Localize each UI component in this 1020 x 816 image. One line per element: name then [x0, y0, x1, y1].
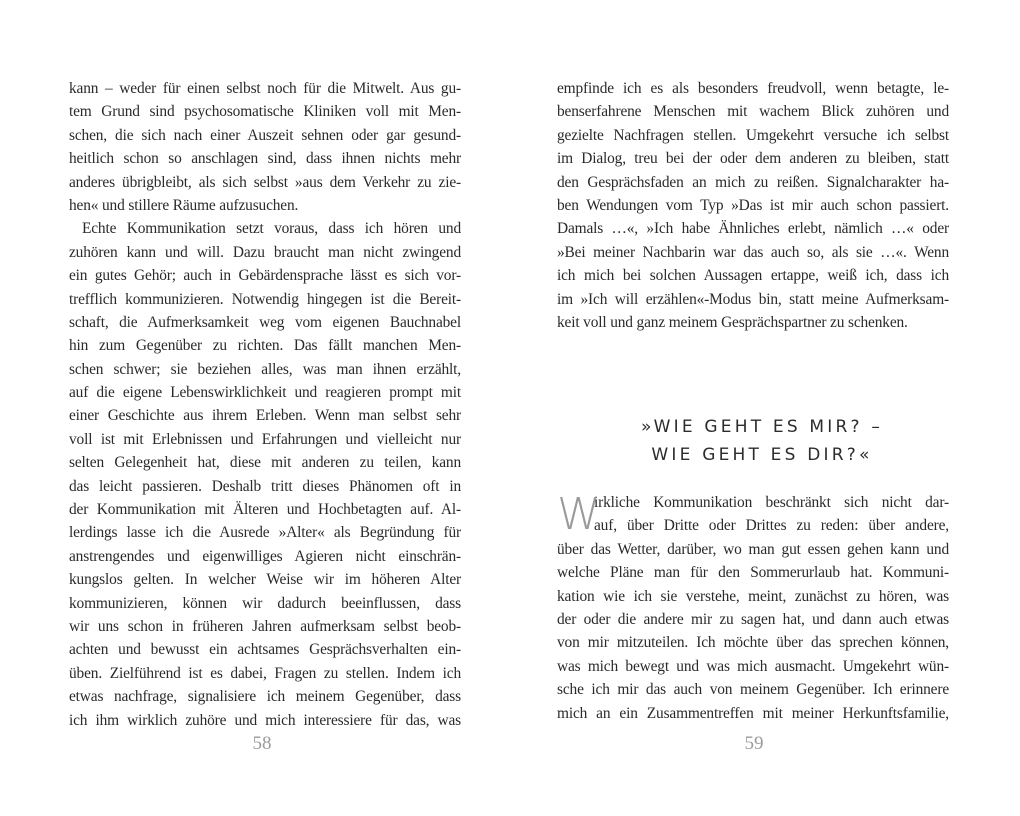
text-line: ein gutes Gehör; auch in Gebärdensprache lässt es sich vor-	[69, 267, 461, 285]
page-number: 58	[252, 733, 272, 754]
drop-cap: W	[557, 489, 599, 540]
text-line: kation wie ich sie verstehe, meint, zunächst zu hören, was	[557, 587, 949, 605]
text-line: voll ist mit Erlebnissen und Erfahrungen und vielleicht nur	[69, 430, 461, 448]
text-line: das leicht passieren. Deshalb tritt dieses Phänomen oft in	[69, 477, 461, 495]
text-line: üben. Zielführend ist es dabei, Fragen zu stellen. Indem ich	[69, 664, 461, 682]
text-line: gezielte Nachfragen stellen. Umgekehrt versuche ich selbst	[557, 126, 949, 144]
text-line: von mir mitzuteilen. Ich möchte über das sprechen können,	[557, 634, 949, 652]
text-line: anstrengendes und eigenwilliges Agieren nicht einschrän-	[69, 547, 461, 565]
text-line: hen« und stillere Räume aufzusuchen.	[69, 196, 299, 214]
text-line: anderes übrigbleibt, als sich selbst »aus dem Verkehr zu zie-	[69, 173, 461, 191]
section-body	[557, 491, 949, 725]
text-line: zuhören kann und will. Dazu braucht man nicht zwingend	[69, 243, 461, 261]
section-heading-line: »WIE GEHT ES MIR? –	[640, 417, 884, 438]
text-line: benserfahrene Menschen mit wachem Blick zuhören und	[557, 103, 949, 121]
section-heading-line: WIE GEHT ES DIR?«	[651, 445, 873, 466]
right-page-continuation-text	[557, 77, 949, 334]
text-line: tem Grund sind psychosomatische Kliniken voll mit Men-	[69, 103, 461, 121]
text-line: mich an ein Zusammentreffen mit meiner Herkunftsfamilie,	[557, 704, 949, 722]
text-line: heitlich schon so anschlagen sind, dass ihnen nichts mehr	[69, 150, 461, 168]
text-line: über das Wetter, darüber, wo man gut essen gehen kann und	[557, 540, 949, 558]
text-line: der Kommunikation mit Älteren und Hochbetagten auf. Al-	[69, 501, 461, 519]
text-line: welche Pläne man für den Sommerurlaub hat. Kommuni-	[557, 564, 949, 582]
text-line: wir uns schon in früheren Jahren aufmerksam selbst beob-	[69, 617, 461, 635]
right-page	[510, 0, 1020, 816]
text-line: was mich bewegt und was mich ausmacht. Umgekehrt wün-	[557, 657, 949, 675]
text-line: schaft, die Aufmerksamkeit weg vom eigenen Bauchnabel	[69, 313, 461, 331]
text-line: ich ihm wirklich zuhöre und mich interessiere für das, was	[69, 711, 461, 729]
text-line: etwas nachfrage, signalisiere ich meinem Gegenüber, dass	[69, 688, 461, 706]
text-line: schen schwer; sie beziehen alles, was man ihnen erzählt,	[69, 360, 461, 378]
text-line: kommunizieren, können wir dadurch beeinflussen, dass	[69, 594, 461, 612]
text-line: kann – weder für einen selbst noch für die Mitwelt. Aus gu-	[69, 80, 461, 97]
text-line: sche ich mir das auch von meinem Gegenüber. Ich erinnere	[557, 681, 949, 699]
text-line: lerdings lasse ich die Ausrede »Alter« als Begründung für	[69, 524, 461, 542]
text-line: schen, die sich nach einer Auszeit sehnen oder gar gesund-	[69, 126, 461, 144]
text-line: keit voll und ganz meinem Gesprächspartner zu schenken.	[557, 313, 908, 331]
text-line: Echte Kommunikation setzt voraus, dass ich hören und	[82, 220, 461, 238]
text-line: selten Gelegenheit hat, diese mit anderen zu teilen, kann	[69, 454, 461, 472]
text-line: ich mich bei solchen Aussagen ertappe, weiß ich, dass ich	[557, 267, 949, 285]
text-line: im »Ich will erzählen«-Modus bin, statt meine Aufmerksam-	[557, 290, 949, 308]
section-heading	[557, 413, 967, 469]
text-line: einer Geschichte aus ihrem Erleben. Wenn man selbst sehr	[69, 407, 461, 425]
text-line: trefflich kommunizieren. Notwendig hingegen ist die Bereit-	[69, 290, 461, 308]
text-line: hin zum Gegenüber zu richten. Das fällt manchen Men-	[69, 337, 461, 355]
text-line: der oder die andere mir zu sagen hat, und dann auch etwas	[557, 610, 949, 628]
text-line: im Dialog, treu bei der oder dem anderen zu bleiben, statt	[557, 150, 949, 168]
text-line: den Gesprächsfaden an mich zu reißen. Signalcharakter ha-	[557, 173, 949, 191]
text-line: auf, über Dritte oder Drittes zu reden: über andere,	[594, 517, 949, 535]
text-line: achten und bewusst ein achtsames Gesprächsverhalten ein-	[69, 641, 461, 659]
text-line: empfinde ich es als besonders freudvoll, wenn betagte, le-	[557, 80, 949, 97]
text-line: »Bei meiner Nachbarin war das auch so, als sie …«. Wenn	[557, 243, 949, 261]
page-number: 59	[744, 733, 764, 754]
text-line: Damals …«, »Ich habe Ähnliches erlebt, nämlich …« oder	[557, 220, 949, 238]
left-page-text	[69, 77, 461, 732]
text-line: irkliche Kommunikation beschränkt sich nicht dar-	[594, 494, 949, 511]
text-line: kungslos gelten. In welcher Weise wir im höheren Alter	[69, 571, 461, 589]
text-line: ben Wendungen vom Typ »Das ist mir auch schon passiert.	[557, 196, 949, 214]
text-line: auf die eigene Lebenswirklichkeit und reagieren prompt mit	[69, 384, 461, 402]
